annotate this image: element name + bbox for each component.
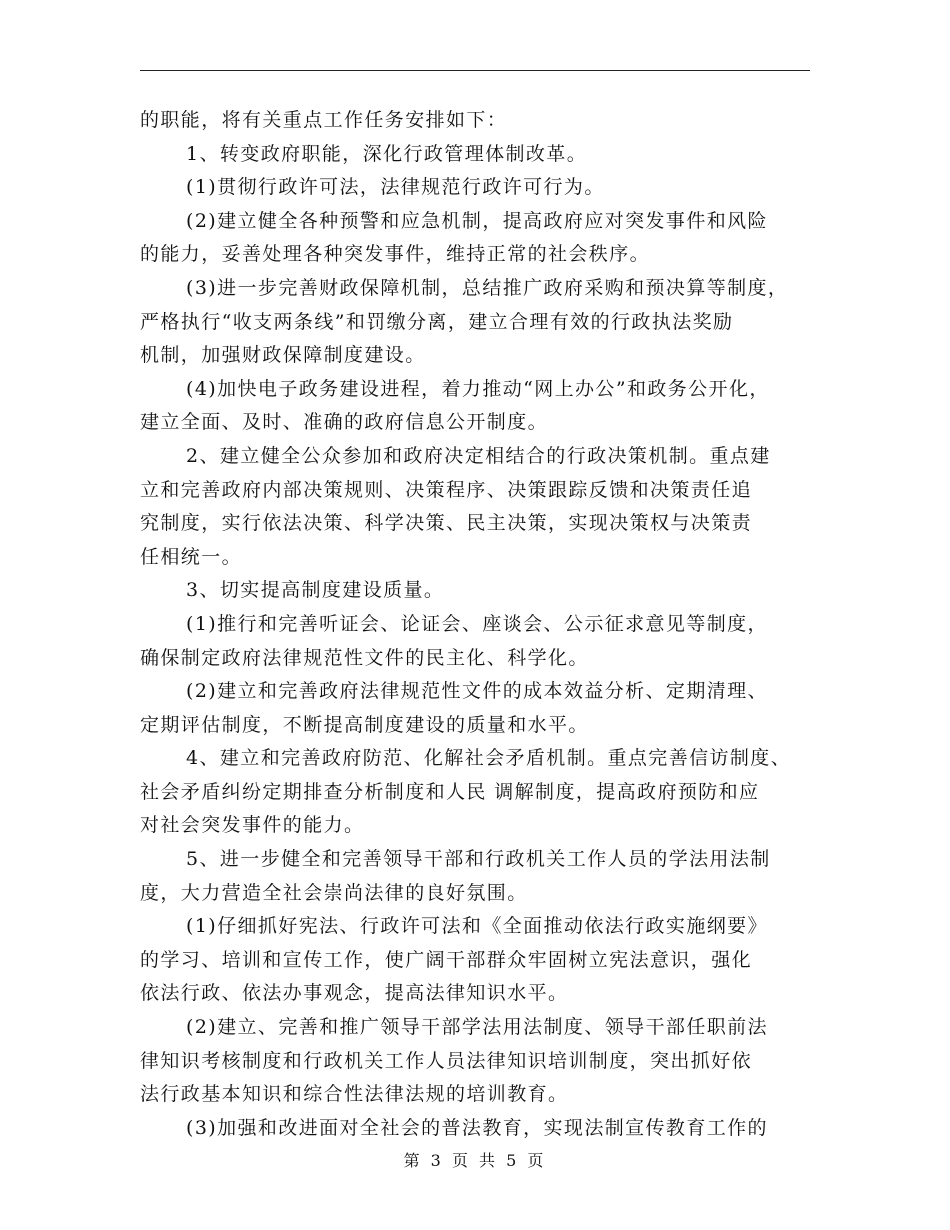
text-line: 的学习、培训和宣传工作，使广阔干部群众牢固树立宪法意识，强化 (140, 948, 753, 971)
text-line: 定期评估制度，不断提高制度建设的质量和水平。 (140, 713, 589, 736)
text-line: 建立全面、及时、准确的政府信息公开制度。 (140, 411, 549, 434)
text-line: (1)贯彻行政许可法，法律规范行政许可行为。 (186, 176, 605, 199)
text-line: (1)仔细抓好宪法、行政许可法和《全面推动依法行政实施纲要》 (186, 915, 768, 938)
text-line: 严格执行“收支两条线”和罚缴分离，建立合理有效的行政执法奖励 (140, 310, 734, 333)
header-rule (140, 70, 810, 71)
text-line: (2)建立、完善和推广领导干部学法用法制度、领导干部任职前法 (186, 1016, 768, 1039)
text-line: 依法行政、依法办事观念，提高法律知识水平。 (140, 982, 569, 1005)
page-footer: 第 3 页 共 5 页 (403, 1151, 547, 1170)
text-line: (3)进一步完善财政保障机制，总结推广政府采购和预决算等制度， (186, 276, 789, 299)
text-line: 的能力，妥善处理各种突发事件，维持正常的社会秩序。 (140, 243, 651, 266)
text-line: 1、转变政府职能，深化行政管理体制改革。 (186, 142, 588, 165)
text-line: 的职能，将有关重点工作任务安排如下： (140, 109, 508, 131)
text-line: 2、建立健全公众参加和政府决定相结合的行政决策机制。重点建 (186, 444, 771, 467)
text-line: 4、建立和完善政府防范、化解社会矛盾机制。重点完善信访制度、 (186, 747, 792, 770)
text-line: 5、进一步健全和完善领导干部和行政机关工作人员的学法用法制 (186, 848, 771, 871)
text-line: (4)加快电子政务建设进程，着力推动“网上办公”和政务公开化， (186, 377, 770, 400)
text-line: (1)推行和完善听证会、论证会、座谈会、公示征求意见等制度， (186, 612, 768, 635)
text-line: (2)建立和完善政府法律规范性文件的成本效益分析、定期清理、 (186, 680, 768, 703)
text-line: 法行政基本知识和综合性法律法规的培训教育。 (140, 1083, 569, 1106)
text-line: 社会矛盾纠纷定期排查分析制度和人民 调解制度，提高政府预防和应 (140, 780, 760, 803)
text-line: (3)加强和改进面对全社会的普法教育，实现法制宣传教育工作的 (186, 1116, 768, 1139)
text-line: 立和完善政府内部决策规则、决策程序、决策跟踪反馈和决策责任追 (140, 478, 753, 501)
text-line: 3、切实提高制度建设质量。 (186, 579, 445, 602)
document-body (140, 104, 820, 1145)
text-line: (2)建立健全各种预警和应急机制，提高政府应对突发事件和风险 (186, 209, 768, 232)
text-line: 律知识考核制度和行政机关工作人员法律知识培训制度，突出抓好依 (140, 1049, 753, 1072)
text-line: 度，大力营造全社会崇尚法律的良好氛围。 (140, 881, 528, 904)
text-line: 机制，加强财政保障制度建设。 (140, 344, 426, 367)
text-line: 究制度，实行依法决策、科学决策、民主决策，实现决策权与决策责 (140, 512, 753, 535)
text-line: 确保制定政府法律规范性文件的民主化、科学化。 (140, 646, 589, 669)
text-line: 对社会突发事件的能力。 (140, 814, 365, 837)
text-line: 任相统一。 (140, 545, 243, 568)
